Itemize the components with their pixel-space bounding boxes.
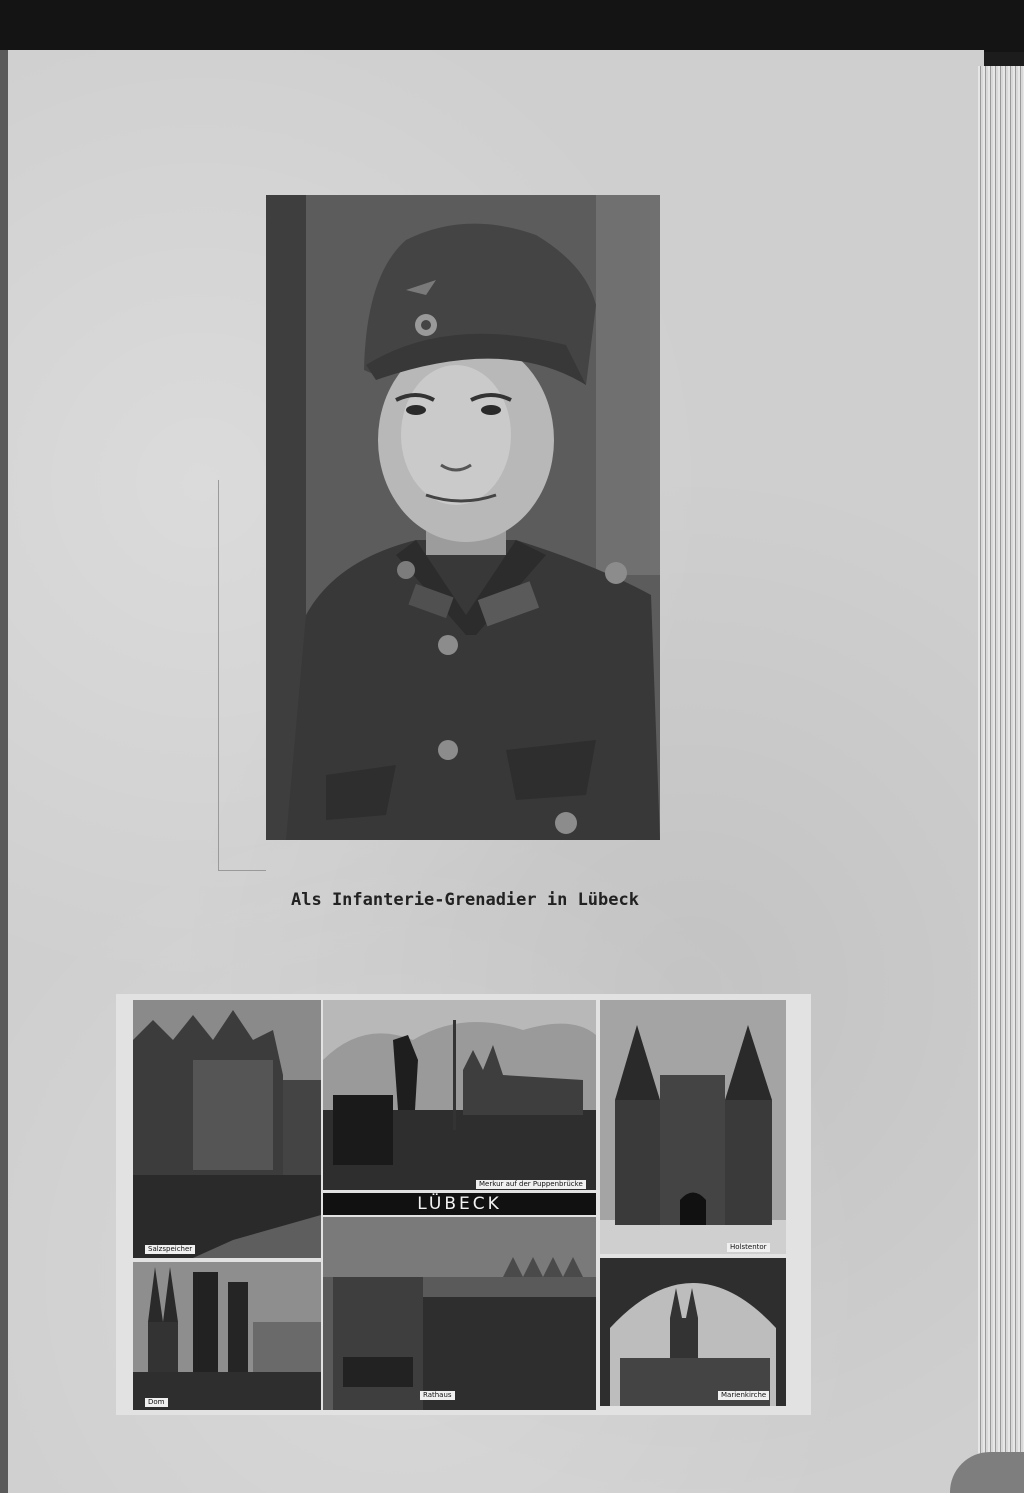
- dom-image: [133, 1262, 321, 1410]
- label-holstentor: Holstentor: [727, 1243, 770, 1252]
- marienkirche-image: [600, 1258, 786, 1406]
- merkur-image: [323, 1000, 596, 1190]
- label-salzspeicher: Salzspeicher: [145, 1245, 195, 1254]
- postcard-panel-rathaus: [323, 1217, 596, 1410]
- postcard-panel-merkur: [323, 1000, 596, 1190]
- page-edges: [978, 66, 1024, 1493]
- label-marienkirche: Marienkirche: [718, 1391, 769, 1400]
- portrait-caption: Als Infanterie-Grenadier in Lübeck: [291, 890, 639, 910]
- label-merkur: Merkur auf der Puppenbrücke: [476, 1180, 586, 1189]
- scan-top-band: [0, 0, 1024, 52]
- salzspeicher-image: [133, 1000, 321, 1258]
- book-spine: [0, 50, 8, 1493]
- postcard-panel-holstentor: [600, 1000, 786, 1254]
- label-rathaus: Rathaus: [420, 1391, 455, 1400]
- photo-mount-edge: [218, 870, 266, 871]
- soldier-portrait-photo: [266, 195, 660, 840]
- postcard-title: LÜBECK: [323, 1193, 596, 1215]
- soldier-portrait-image: [266, 195, 660, 840]
- postcard-panel-marienkirche: [600, 1258, 786, 1406]
- rathaus-image: [323, 1217, 596, 1410]
- postcard-panel-salzspeicher: [133, 1000, 321, 1258]
- holstentor-image: [600, 1000, 786, 1254]
- photo-mount-edge: [218, 480, 219, 870]
- postcard-panel-dom: [133, 1262, 321, 1410]
- label-dom: Dom: [145, 1398, 168, 1407]
